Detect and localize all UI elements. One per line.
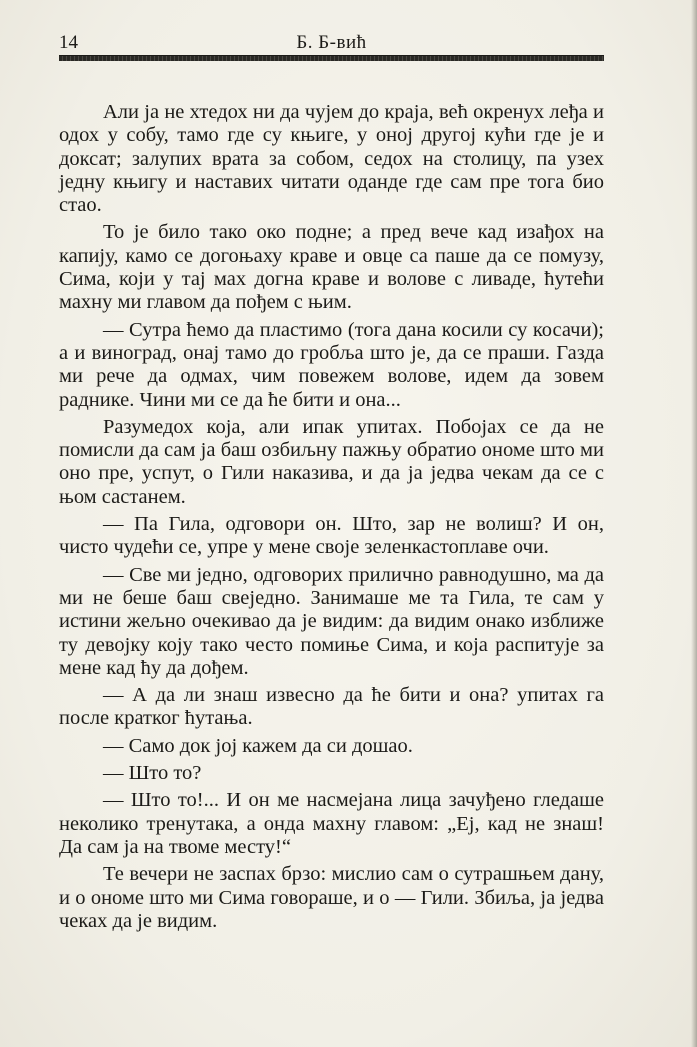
header-rule <box>59 55 604 61</box>
paragraph: То је било тако око подне; а пред вече кад изађох на капију, камо се догоњаху краве и овце са паше да се помузу, Сима, који у тај мах догна краве и волове с ливаде, ћутећи махну ми главом да пођем с њим. <box>59 221 604 314</box>
running-title: Б. Б-вић <box>296 32 367 53</box>
paragraph: Разумедох која, али ипак упитах. Побојах се да не помисли да сам ја баш озбиљну пажњу обратио ономе што ми оно пре, успут, о Гили наказива, и да ја једва чекам да се с њом састанем. <box>59 415 604 508</box>
page-number: 14 <box>59 32 78 53</box>
page-edge-shadow <box>691 0 697 1047</box>
paragraph: Те вечери не заспах брзо: мислио сам о сутрашњем дану, и о ономе што ми Сима говораше, и о — Гили. Збиља, ја једва чеках да је видим. <box>59 863 604 932</box>
paragraph: — Што то? <box>103 762 202 785</box>
paragraph: — Па Гила, одговори он. Што, зар не волиш? И он, чисто чудећи се, упре у мене своје зеленкастоплаве очи. <box>59 513 604 559</box>
page-header <box>59 30 604 54</box>
paragraph: — Сутра ћемо да пластимо (тога дана косили су косачи); а и виноград, онај тамо до гробља што је, да се праши. Газда ми рече да одмах, чим повежем волове, идем да зовем раднике. Чини ми се да ће бити и она... <box>59 318 604 411</box>
paragraph: — Све ми једно, одговорих прилично равнодушно, ма да ми не беше баш свеједно. Занимаше ме та Гила, те сам у истини жељно очекивао да је видим: да видим онако изближе ту девојку коју тако често помиње Сима, и која распитује за мене кад ћу да дођем. <box>59 563 604 679</box>
body-text <box>59 101 604 937</box>
paragraph: — А да ли знаш извесно да ће бити и она? упитах га после кратког ћутања. <box>59 684 604 730</box>
paragraph: — Само док јој кажем да си дошао. <box>103 734 413 757</box>
paragraph: Али ја не хтедох ни да чујем до краја, већ окренух леђа и одох у собу, тамо где су књиге, у оној другој кући где је и доксат; залупих врата за собом, седох на столицу, па узех једну књигу и наставих читати одандe где сам пре тога био стао. <box>59 101 604 217</box>
paragraph: — Што то!... И он ме насмејана лица зачуђено гледаше неколико тренутака, а онда махну главом: „Еј, кад не знаш! Да сам ја на твоме месту!“ <box>59 789 604 858</box>
